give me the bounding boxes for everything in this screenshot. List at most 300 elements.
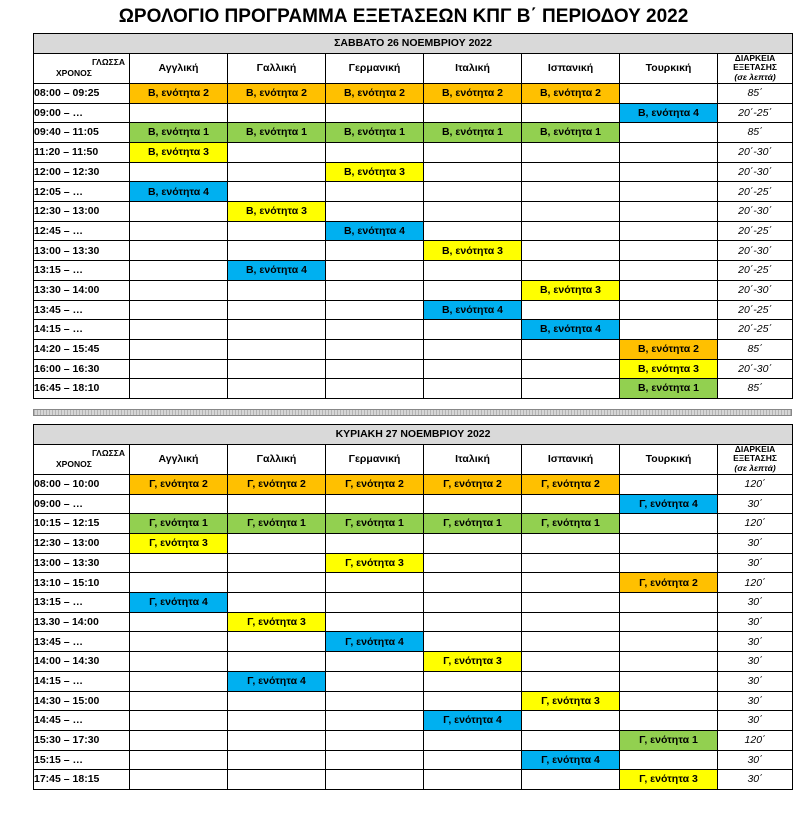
exam-cell: Γ, ενότητα 3 — [424, 652, 522, 672]
corner-header — [34, 444, 130, 474]
time-slot: 13:00 – 13:30 — [34, 553, 130, 573]
empty-cell — [522, 711, 620, 731]
empty-cell — [228, 300, 326, 320]
duration-value: 120΄ — [718, 514, 793, 534]
empty-cell — [620, 750, 718, 770]
empty-cell — [424, 553, 522, 573]
empty-cell — [522, 143, 620, 163]
empty-cell — [620, 202, 718, 222]
exam-cell: Β, ενότητα 1 — [424, 123, 522, 143]
duration-value: 30΄ — [718, 534, 793, 554]
exam-cell: Β, ενότητα 4 — [130, 182, 228, 202]
empty-cell — [424, 280, 522, 300]
duration-value: 30΄ — [718, 553, 793, 573]
empty-cell — [620, 300, 718, 320]
empty-cell — [424, 573, 522, 593]
time-slot: 13:15 – … — [34, 593, 130, 613]
duration-value: 85΄ — [718, 379, 793, 399]
empty-cell — [228, 553, 326, 573]
page-title: ΩΡΟΛΟΓΙΟ ΠΡΟΓΡΑΜΜΑ ΕΞΕΤΑΣΕΩΝ ΚΠΓ Β΄ ΠΕΡΙΟΔΟΥ 2022 — [118, 6, 689, 27]
language-header: Ισπανική — [522, 444, 620, 474]
empty-cell — [326, 261, 424, 281]
table-row — [34, 162, 793, 182]
empty-cell — [424, 691, 522, 711]
table-row — [34, 241, 793, 261]
exam-cell: Β, ενότητα 2 — [326, 83, 424, 103]
table-row — [34, 671, 793, 691]
empty-cell — [522, 632, 620, 652]
empty-cell — [522, 494, 620, 514]
exam-cell: Β, ενότητα 2 — [522, 83, 620, 103]
duration-header-line3: (σε λεπτά) — [734, 463, 776, 474]
empty-cell — [130, 162, 228, 182]
corner-time-label: ΧΡΟΝΟΣ — [56, 459, 92, 470]
day-title: ΚΥΡΙΑΚΗ 27 ΝΟΕΜΒΡΙΟΥ 2022 — [34, 425, 793, 445]
empty-cell — [424, 770, 522, 790]
empty-cell — [130, 261, 228, 281]
empty-cell — [228, 103, 326, 123]
table-row — [34, 339, 793, 359]
duration-value: 20΄-25΄ — [718, 103, 793, 123]
time-slot: 13:45 – … — [34, 632, 130, 652]
empty-cell — [130, 379, 228, 399]
empty-cell — [326, 182, 424, 202]
exam-cell: Γ, ενότητα 1 — [522, 514, 620, 534]
empty-cell — [130, 612, 228, 632]
exam-cell: Γ, ενότητα 3 — [326, 553, 424, 573]
time-slot: 16:45 – 18:10 — [34, 379, 130, 399]
language-header: Τουρκική — [620, 53, 718, 83]
empty-cell — [620, 241, 718, 261]
empty-cell — [522, 534, 620, 554]
duration-value: 30΄ — [718, 750, 793, 770]
empty-cell — [620, 83, 718, 103]
empty-cell — [326, 573, 424, 593]
time-slot: 15:30 – 17:30 — [34, 730, 130, 750]
empty-cell — [130, 300, 228, 320]
language-header: Ιταλική — [424, 53, 522, 83]
duration-value: 20΄-30΄ — [718, 359, 793, 379]
duration-value: 30΄ — [718, 652, 793, 672]
empty-cell — [326, 691, 424, 711]
empty-cell — [228, 691, 326, 711]
empty-cell — [424, 202, 522, 222]
empty-cell — [522, 261, 620, 281]
empty-cell — [620, 162, 718, 182]
empty-cell — [326, 770, 424, 790]
empty-cell — [522, 202, 620, 222]
empty-cell — [228, 652, 326, 672]
empty-cell — [228, 750, 326, 770]
empty-cell — [326, 534, 424, 554]
duration-value: 20΄-30΄ — [718, 280, 793, 300]
duration-header — [718, 444, 793, 474]
empty-cell — [130, 241, 228, 261]
time-slot: 13.30 – 14:00 — [34, 612, 130, 632]
duration-value: 30΄ — [718, 770, 793, 790]
empty-cell — [228, 339, 326, 359]
day-separator — [33, 409, 792, 416]
empty-cell — [620, 593, 718, 613]
table-row — [34, 379, 793, 399]
empty-cell — [522, 573, 620, 593]
empty-cell — [228, 359, 326, 379]
time-slot: 13:15 – … — [34, 261, 130, 281]
table-row — [34, 83, 793, 103]
time-slot: 12:05 – … — [34, 182, 130, 202]
duration-value: 20΄-25΄ — [718, 221, 793, 241]
schedule-table-day-1 — [33, 33, 793, 399]
time-slot: 13:00 – 13:30 — [34, 241, 130, 261]
empty-cell — [620, 671, 718, 691]
empty-cell — [522, 359, 620, 379]
exam-cell: Γ, ενότητα 2 — [130, 474, 228, 494]
time-slot: 08:00 – 10:00 — [34, 474, 130, 494]
time-slot: 14:15 – … — [34, 671, 130, 691]
language-header: Τουρκική — [620, 444, 718, 474]
empty-cell — [522, 593, 620, 613]
empty-cell — [228, 143, 326, 163]
table-row — [34, 534, 793, 554]
exam-cell: Γ, ενότητα 1 — [326, 514, 424, 534]
empty-cell — [522, 379, 620, 399]
empty-cell — [620, 652, 718, 672]
empty-cell — [130, 711, 228, 731]
empty-cell — [228, 494, 326, 514]
table-row — [34, 573, 793, 593]
exam-cell: Β, ενότητα 2 — [620, 339, 718, 359]
empty-cell — [228, 632, 326, 652]
duration-value: 120΄ — [718, 730, 793, 750]
exam-cell: Γ, ενότητα 1 — [228, 514, 326, 534]
empty-cell — [228, 711, 326, 731]
table-row — [34, 553, 793, 573]
exam-cell: Β, ενότητα 1 — [130, 123, 228, 143]
empty-cell — [424, 261, 522, 281]
exam-cell: Β, ενότητα 3 — [326, 162, 424, 182]
corner-language-label: ΓΛΩΣΣΑ — [91, 56, 125, 67]
empty-cell — [130, 202, 228, 222]
empty-cell — [130, 359, 228, 379]
empty-cell — [326, 750, 424, 770]
table-row — [34, 221, 793, 241]
empty-cell — [228, 280, 326, 300]
duration-header-line2: ΕΞΕΤΑΣΗΣ — [733, 62, 777, 73]
exam-cell: Γ, ενότητα 3 — [620, 770, 718, 790]
language-header: Αγγλική — [130, 53, 228, 83]
empty-cell — [228, 593, 326, 613]
exam-cell: Γ, ενότητα 4 — [522, 750, 620, 770]
empty-cell — [522, 730, 620, 750]
duration-value: 30΄ — [718, 671, 793, 691]
duration-header-line3: (σε λεπτά) — [734, 72, 776, 83]
exam-cell: Β, ενότητα 4 — [620, 103, 718, 123]
table-row — [34, 300, 793, 320]
duration-value: 30΄ — [718, 612, 793, 632]
exam-cell: Β, ενότητα 1 — [620, 379, 718, 399]
empty-cell — [130, 103, 228, 123]
empty-cell — [522, 770, 620, 790]
empty-cell — [620, 691, 718, 711]
exam-cell: Γ, ενότητα 4 — [620, 494, 718, 514]
language-header: Ισπανική — [522, 53, 620, 83]
empty-cell — [130, 494, 228, 514]
empty-cell — [130, 691, 228, 711]
day-title: ΣΑΒΒΑΤΟ 26 ΝΟΕΜΒΡΙΟΥ 2022 — [34, 34, 793, 54]
exam-cell: Β, ενότητα 2 — [424, 83, 522, 103]
exam-cell: Γ, ενότητα 3 — [228, 612, 326, 632]
empty-cell — [620, 514, 718, 534]
duration-value: 30΄ — [718, 593, 793, 613]
time-slot: 13:45 – … — [34, 300, 130, 320]
corner-language-label: ΓΛΩΣΣΑ — [91, 447, 125, 458]
empty-cell — [424, 103, 522, 123]
language-header: Γερμανική — [326, 53, 424, 83]
table-row — [34, 359, 793, 379]
duration-value: 30΄ — [718, 632, 793, 652]
empty-cell — [326, 593, 424, 613]
empty-cell — [326, 379, 424, 399]
time-slot: 14:15 – … — [34, 320, 130, 340]
exam-cell: Β, ενότητα 4 — [228, 261, 326, 281]
empty-cell — [130, 553, 228, 573]
empty-cell — [130, 339, 228, 359]
time-slot: 12:30 – 13:00 — [34, 202, 130, 222]
table-row — [34, 730, 793, 750]
exam-cell: Γ, ενότητα 4 — [326, 632, 424, 652]
exam-cell: Β, ενότητα 3 — [424, 241, 522, 261]
table-row — [34, 632, 793, 652]
time-slot: 13:10 – 15:10 — [34, 573, 130, 593]
empty-cell — [228, 730, 326, 750]
corner-time-label: ΧΡΟΝΟΣ — [56, 68, 92, 79]
duration-value: 20΄-30΄ — [718, 143, 793, 163]
empty-cell — [130, 221, 228, 241]
empty-cell — [620, 711, 718, 731]
empty-cell — [522, 103, 620, 123]
empty-cell — [326, 612, 424, 632]
time-slot: 12:30 – 13:00 — [34, 534, 130, 554]
table-row — [34, 652, 793, 672]
exam-cell: Γ, ενότητα 2 — [424, 474, 522, 494]
empty-cell — [424, 221, 522, 241]
exam-cell: Β, ενότητα 4 — [326, 221, 424, 241]
language-header: Γαλλική — [228, 444, 326, 474]
exam-cell: Γ, ενότητα 2 — [522, 474, 620, 494]
empty-cell — [228, 182, 326, 202]
empty-cell — [130, 750, 228, 770]
time-slot: 14:45 – … — [34, 711, 130, 731]
table-row — [34, 474, 793, 494]
duration-value: 20΄-30΄ — [718, 162, 793, 182]
duration-value: 120΄ — [718, 573, 793, 593]
empty-cell — [228, 320, 326, 340]
time-slot: 17:45 – 18:15 — [34, 770, 130, 790]
exam-cell: Γ, ενότητα 2 — [228, 474, 326, 494]
time-slot: 12:00 – 12:30 — [34, 162, 130, 182]
exam-cell: Β, ενότητα 2 — [228, 83, 326, 103]
empty-cell — [424, 494, 522, 514]
time-slot: 13:30 – 14:00 — [34, 280, 130, 300]
empty-cell — [130, 652, 228, 672]
time-slot: 10:15 – 12:15 — [34, 514, 130, 534]
table-row — [34, 143, 793, 163]
empty-cell — [522, 300, 620, 320]
empty-cell — [620, 534, 718, 554]
time-slot: 09:00 – … — [34, 494, 130, 514]
time-slot: 11:20 – 11:50 — [34, 143, 130, 163]
empty-cell — [326, 320, 424, 340]
duration-value: 20΄-25΄ — [718, 320, 793, 340]
duration-value: 85΄ — [718, 83, 793, 103]
duration-value: 20΄-25΄ — [718, 261, 793, 281]
duration-header-line2: ΕΞΕΤΑΣΗΣ — [733, 453, 777, 464]
table-row — [34, 711, 793, 731]
time-slot: 14:20 – 15:45 — [34, 339, 130, 359]
exam-cell: Γ, ενότητα 3 — [522, 691, 620, 711]
time-slot: 09:00 – … — [34, 103, 130, 123]
empty-cell — [326, 359, 424, 379]
table-row — [34, 103, 793, 123]
time-slot: 14:00 – 14:30 — [34, 652, 130, 672]
table-row — [34, 494, 793, 514]
empty-cell — [620, 143, 718, 163]
empty-cell — [130, 730, 228, 750]
empty-cell — [130, 573, 228, 593]
table-row — [34, 770, 793, 790]
exam-cell: Γ, ενότητα 4 — [130, 593, 228, 613]
corner-header — [34, 53, 130, 83]
exam-cell: Β, ενότητα 3 — [228, 202, 326, 222]
empty-cell — [424, 182, 522, 202]
empty-cell — [326, 494, 424, 514]
duration-value: 30΄ — [718, 711, 793, 731]
empty-cell — [424, 671, 522, 691]
empty-cell — [620, 474, 718, 494]
duration-value: 30΄ — [718, 691, 793, 711]
language-header: Γερμανική — [326, 444, 424, 474]
empty-cell — [326, 730, 424, 750]
empty-cell — [326, 103, 424, 123]
empty-cell — [130, 320, 228, 340]
exam-cell: Β, ενότητα 3 — [130, 143, 228, 163]
empty-cell — [326, 280, 424, 300]
table-row — [34, 123, 793, 143]
time-slot: 09:40 – 11:05 — [34, 123, 130, 143]
exam-cell: Β, ενότητα 1 — [228, 123, 326, 143]
empty-cell — [326, 711, 424, 731]
empty-cell — [620, 261, 718, 281]
empty-cell — [424, 339, 522, 359]
exam-cell: Β, ενότητα 1 — [522, 123, 620, 143]
empty-cell — [522, 652, 620, 672]
empty-cell — [620, 553, 718, 573]
exam-cell: Γ, ενότητα 1 — [130, 514, 228, 534]
duration-value: 20΄-25΄ — [718, 300, 793, 320]
empty-cell — [228, 770, 326, 790]
exam-cell: Β, ενότητα 2 — [130, 83, 228, 103]
empty-cell — [424, 320, 522, 340]
schedule-table-day-2 — [33, 424, 793, 790]
exam-cell: Β, ενότητα 4 — [522, 320, 620, 340]
empty-cell — [326, 300, 424, 320]
duration-value: 20΄-30΄ — [718, 241, 793, 261]
empty-cell — [522, 162, 620, 182]
empty-cell — [130, 632, 228, 652]
empty-cell — [130, 671, 228, 691]
empty-cell — [424, 632, 522, 652]
duration-value: 20΄-30΄ — [718, 202, 793, 222]
empty-cell — [620, 182, 718, 202]
empty-cell — [620, 320, 718, 340]
table-row — [34, 280, 793, 300]
exam-cell: Β, ενότητα 3 — [522, 280, 620, 300]
empty-cell — [130, 280, 228, 300]
empty-cell — [424, 379, 522, 399]
empty-cell — [522, 221, 620, 241]
empty-cell — [522, 339, 620, 359]
duration-value: 20΄-25΄ — [718, 182, 793, 202]
exam-cell: Β, ενότητα 4 — [424, 300, 522, 320]
empty-cell — [228, 534, 326, 554]
duration-value: 30΄ — [718, 494, 793, 514]
empty-cell — [424, 750, 522, 770]
empty-cell — [522, 553, 620, 573]
empty-cell — [620, 221, 718, 241]
empty-cell — [522, 182, 620, 202]
empty-cell — [424, 143, 522, 163]
empty-cell — [228, 379, 326, 399]
duration-header-line1: ΔΙΑΡΚΕΙΑ — [734, 443, 776, 454]
table-row — [34, 593, 793, 613]
empty-cell — [326, 652, 424, 672]
table-row — [34, 691, 793, 711]
table-row — [34, 202, 793, 222]
empty-cell — [228, 573, 326, 593]
exam-cell: Γ, ενότητα 2 — [326, 474, 424, 494]
empty-cell — [424, 359, 522, 379]
duration-value: 85΄ — [718, 339, 793, 359]
exam-cell: Γ, ενότητα 1 — [620, 730, 718, 750]
empty-cell — [620, 632, 718, 652]
exam-cell: Γ, ενότητα 3 — [130, 534, 228, 554]
duration-value: 85΄ — [718, 123, 793, 143]
empty-cell — [424, 534, 522, 554]
empty-cell — [424, 593, 522, 613]
language-header: Αγγλική — [130, 444, 228, 474]
time-slot: 08:00 – 09:25 — [34, 83, 130, 103]
empty-cell — [424, 612, 522, 632]
empty-cell — [424, 730, 522, 750]
exam-cell: Γ, ενότητα 2 — [620, 573, 718, 593]
language-header: Γαλλική — [228, 53, 326, 83]
exam-cell: Β, ενότητα 1 — [326, 123, 424, 143]
time-slot: 16:00 – 16:30 — [34, 359, 130, 379]
duration-value: 120΄ — [718, 474, 793, 494]
empty-cell — [522, 612, 620, 632]
language-header: Ιταλική — [424, 444, 522, 474]
empty-cell — [522, 241, 620, 261]
empty-cell — [424, 162, 522, 182]
empty-cell — [522, 671, 620, 691]
time-slot: 14:30 – 15:00 — [34, 691, 130, 711]
table-row — [34, 320, 793, 340]
empty-cell — [620, 123, 718, 143]
empty-cell — [228, 241, 326, 261]
exam-cell: Γ, ενότητα 4 — [424, 711, 522, 731]
time-slot: 15:15 – … — [34, 750, 130, 770]
duration-header — [718, 53, 793, 83]
